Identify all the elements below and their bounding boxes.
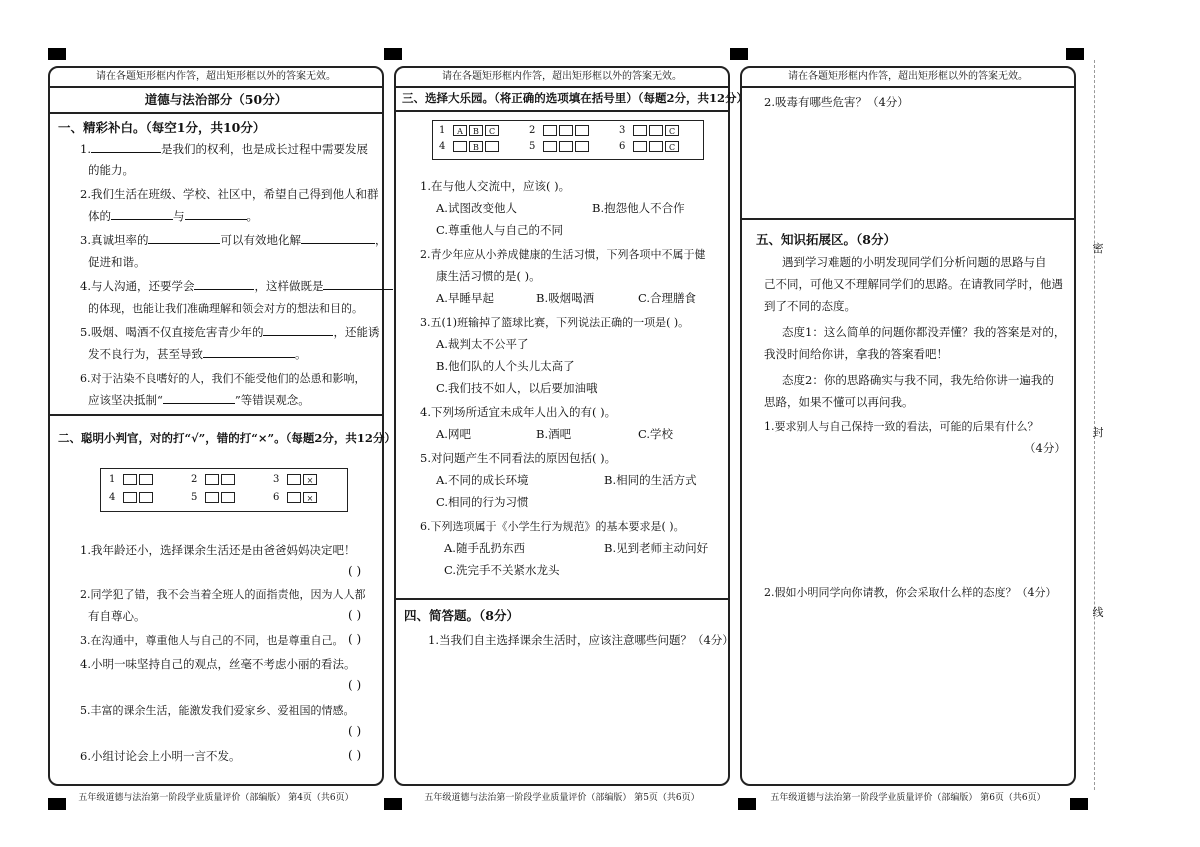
option: B.相同的生活方式	[604, 473, 697, 487]
section5-title: 五、知识拓展区。（8分）	[756, 232, 896, 247]
option-cell[interactable]	[649, 141, 663, 152]
passage-line: 遇到学习难题的小明发现同学们分析问题的思路与自	[782, 255, 1047, 269]
judge-q1: 1.我年龄还小，选择课余生活还是由爸爸妈妈决定吧！	[80, 543, 356, 557]
q2-line: 2.我们生活在班级、学校、社区中，希望自己得到他人和群	[80, 187, 379, 201]
judge-q3: 3.在沟通中，尊重他人与自己的不同，也是尊重自己。	[80, 634, 344, 647]
blank-field[interactable]	[301, 233, 375, 244]
answer-panel-page4	[48, 66, 396, 786]
option: C.相同的行为习惯	[436, 495, 529, 509]
q3-line2: 促进和谐。	[88, 255, 146, 269]
notice-text: 请在各题矩形框内作答，超出矩形框以外的答案无效。	[50, 68, 382, 88]
choice-q3: 3.五(1)班输掉了篮球比赛，下列说法正确的一项是( )。	[420, 316, 690, 329]
option: C.我们技不如人，以后要加油哦	[436, 381, 598, 395]
seal-char: 封	[1092, 426, 1104, 439]
blank-field[interactable]	[194, 279, 254, 290]
answer-paren[interactable]: ( )	[348, 724, 362, 738]
passage-line: 到了不同的态度。	[764, 299, 856, 313]
q4-line: 4.与人沟通，还要学会 ，这样做既是	[80, 278, 393, 294]
answer-cell[interactable]: ×	[303, 474, 317, 485]
option: B.他们队的人个头儿太高了	[436, 359, 575, 373]
q5-line: 5.吸烟、喝酒不仅直接危害青少年的 ，还能诱	[80, 325, 380, 339]
answer-paren[interactable]: ( )	[348, 678, 362, 692]
judge-q2-line2: 有自尊心。	[88, 609, 146, 623]
blank-field[interactable]	[323, 279, 393, 290]
grid-row: 4 5 6 ×	[109, 492, 335, 503]
option-cell[interactable]	[485, 141, 499, 152]
blank-field[interactable]	[163, 393, 235, 404]
grid-row: 1 A B C 2 3 C	[439, 125, 697, 136]
option: A.早睡早起	[436, 291, 494, 305]
answer-paren[interactable]: ( )	[348, 564, 362, 578]
judge-answer-grid	[100, 468, 348, 512]
answer-panel-page5	[394, 66, 749, 786]
answer-area[interactable]	[756, 608, 1060, 778]
blank-field[interactable]	[91, 142, 161, 153]
answer-paren[interactable]: ( )	[348, 632, 362, 646]
answer-area[interactable]	[416, 658, 708, 778]
option: A.裁判太不公平了	[436, 337, 529, 351]
grid-row: 1 2 3 ×	[109, 474, 335, 485]
q6-line2: 应该坚决抵制“ ”等错误观念。	[88, 393, 310, 407]
judge-q6: 6.小组讨论会上小明一言不发。	[80, 749, 241, 763]
answer-cell[interactable]	[221, 492, 235, 503]
q6-line: 6.对于沾染不良嗜好的人，我们不能受他们的怂恿和影响，	[80, 372, 366, 385]
option: C.尊重他人与自己的不同	[436, 223, 564, 237]
option-cell[interactable]	[543, 125, 557, 136]
part-title: 道德与法治部分（50分）	[144, 92, 288, 107]
q4-line2: 的体现，也能让我们准确理解和领会对方的想法和目的。	[88, 302, 363, 315]
registration-mark	[1066, 48, 1084, 60]
grid-row: 4 B 5 6 C	[439, 141, 697, 152]
option-cell[interactable]: C	[665, 141, 679, 152]
answer-cell[interactable]: ×	[303, 492, 317, 503]
divider	[396, 598, 728, 600]
blank-field[interactable]	[263, 325, 333, 336]
answer-paren[interactable]: ( )	[348, 608, 362, 622]
blank-field[interactable]	[148, 233, 220, 244]
q1-line2: 的能力。	[88, 163, 134, 177]
option: A.网吧	[436, 427, 471, 441]
extension-q1: 1.要求别人与自己保持一致的看法，可能的后果有什么？	[764, 420, 1039, 433]
option-cell[interactable]	[559, 125, 573, 136]
option-cell[interactable]	[453, 141, 467, 152]
page4-footer: 五年级道德与法治第一阶段学业质量评价（部编版） 第4页（共6页）	[78, 793, 354, 803]
answer-cell[interactable]	[205, 492, 219, 503]
notice-text: 请在各题矩形框内作答，超出矩形框以外的答案无效。	[742, 68, 1074, 88]
option-cell[interactable]	[559, 141, 573, 152]
answer-area[interactable]	[756, 114, 1060, 214]
option-cell[interactable]	[575, 141, 589, 152]
option-cell[interactable]: B	[469, 141, 483, 152]
choice-q2-line2: 康生活习惯的是( )。	[436, 269, 541, 283]
passage-line: 己不同，可他又不理解同学们的思路。在请教同学时，他遇	[764, 277, 1063, 291]
passage-line: 态度2：你的思路确实与我不同，我先给你讲一遍我的	[782, 373, 1054, 387]
answer-cell[interactable]	[123, 474, 137, 485]
option: C.合理膳食	[638, 291, 697, 305]
registration-mark	[384, 48, 402, 60]
section4-title: 四、简答题。（8分）	[404, 608, 519, 623]
choice-q2: 2.青少年应从小养成健康的生活习惯，下列各项中不属于健	[420, 248, 706, 261]
option-cell[interactable]	[649, 125, 663, 136]
q5-line2: 发不良行为，甚至导致 。	[88, 347, 307, 361]
divider	[742, 218, 1074, 220]
option-cell[interactable]: C	[485, 125, 499, 136]
choice-q1: 1.在与他人交流中，应该( )。	[420, 179, 571, 193]
option-cell[interactable]	[633, 125, 647, 136]
divider	[396, 110, 728, 112]
judge-q2: 2.同学犯了错，我不会当着全班人的面指责他，因为人人都	[80, 588, 366, 601]
option: C.学校	[638, 427, 674, 441]
divider	[50, 414, 382, 416]
option: C.洗完手不关紧水龙头	[444, 563, 560, 577]
answer-panel-page6	[740, 66, 1076, 786]
blank-field[interactable]	[185, 209, 247, 220]
option: B.酒吧	[536, 427, 572, 441]
short-answer-q2: 2.吸毒有哪些危害？（4分）	[764, 95, 909, 109]
answer-cell[interactable]	[139, 474, 153, 485]
registration-mark	[730, 48, 748, 60]
divider	[50, 112, 382, 114]
notice-text: 请在各题矩形框内作答，超出矩形框以外的答案无效。	[396, 68, 728, 88]
q1-line: 1. 是我们的权利，也是成长过程中需要发展	[80, 142, 368, 156]
option-cell[interactable]: C	[665, 125, 679, 136]
option-cell[interactable]	[633, 141, 647, 152]
option: A.不同的成长环境	[436, 473, 529, 487]
score-label: （4分）	[1024, 441, 1066, 455]
section2-title: 二、聪明小判官，对的打“√”，错的打“×”。（每题2分，共12分）	[58, 431, 396, 445]
option: A.试图改变他人	[436, 201, 517, 215]
blank-field[interactable]	[203, 347, 295, 358]
answer-cell[interactable]	[287, 492, 301, 503]
passage-line: 态度1：这么简单的问题你都没弄懂？我的答案是对的，	[782, 325, 1066, 339]
answer-cell[interactable]	[139, 492, 153, 503]
passage-line: 思路，如果不懂可以再问我。	[764, 395, 914, 409]
page5-footer: 五年级道德与法治第一阶段学业质量评价（部编版） 第5页（共6页）	[424, 793, 700, 803]
answer-area[interactable]	[756, 460, 1060, 570]
q3-line: 3.真诚坦率的 可以有效地化解 ，	[80, 233, 387, 247]
answer-paren[interactable]: ( )	[348, 748, 362, 762]
extension-q2: 2.假如小明同学向你请教，你会采取什么样的态度？（4分）	[764, 586, 1057, 599]
option: B.吸烟喝酒	[536, 291, 595, 305]
seal-char: 密	[1092, 242, 1104, 255]
choice-q4: 4.下列场所适宜未成年人出入的有( )。	[420, 405, 617, 419]
choice-q5: 5.对问题产生不同看法的原因包括( )。	[420, 451, 617, 465]
option-cell[interactable]	[543, 141, 557, 152]
option: B.抱怨他人不合作	[592, 201, 685, 215]
registration-mark	[48, 48, 66, 60]
section1-title: 一、精彩补白。（每空1分，共10分）	[58, 120, 266, 135]
blank-field[interactable]	[111, 209, 173, 220]
answer-cell[interactable]	[287, 474, 301, 485]
option-cell[interactable]	[575, 125, 589, 136]
seal-char: 线	[1092, 606, 1104, 619]
passage-line: 我没时间给你讲，拿我的答案看吧！	[764, 347, 948, 361]
judge-q4: 4.小明一味坚持自己的观点，丝毫不考虑小丽的看法。	[80, 657, 356, 671]
option-cell[interactable]: B	[469, 125, 483, 136]
option: B.见到老师主动问好	[604, 541, 709, 555]
answer-cell[interactable]	[123, 492, 137, 503]
choice-answer-grid	[432, 120, 704, 160]
section3-title: 三、选择大乐园。（将正确的选项填在括号里）（每题2分，共12分）	[402, 91, 749, 105]
judge-q5: 5.丰富的课余生活，能激发我们爱家乡、爱祖国的情感。	[80, 704, 355, 717]
answer-cell[interactable]	[221, 474, 235, 485]
short-answer-q1: 1.当我们自主选择课余生活时，应该注意哪些问题？（4分）	[428, 633, 734, 647]
page6-footer: 五年级道德与法治第一阶段学业质量评价（部编版） 第6页（共6页）	[770, 793, 1046, 803]
option-cell[interactable]: A	[453, 125, 467, 136]
choice-q6: 6.下列选项属于《小学生行为规范》的基本要求是( )。	[420, 520, 685, 533]
option: A.随手乱扔东西	[444, 541, 525, 555]
q2-line2: 体的 与 。	[88, 209, 258, 223]
answer-cell[interactable]	[205, 474, 219, 485]
